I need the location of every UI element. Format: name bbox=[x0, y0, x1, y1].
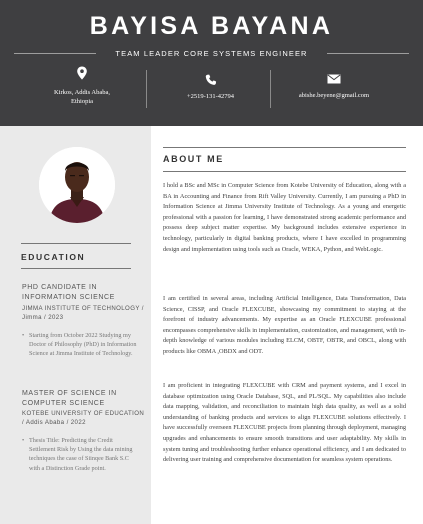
about-paragraph-3: I am proficient in integrating FLEXCUBE with CRM and payment systems, and I excel in database optimization using Oracle Database, SQL, and PL/SQL. My capabilities also include data mapping, validation, and reconciliation to maintain high data quality, as well as a solid understanding of banking products and services to align FLEXCUBE solutions effectively. I have successfully overseen FLEXCUBE projects from planning through deployment, managing upgrades and enhancements to ensure smooth transitions and user adaptability. My skills in system tuning and troubleshooting further enhance operational efficiency, and I am dedicated to delivering user training and comprehensive documentation for seamless system operations. bbox=[163, 382, 406, 464]
phone-number[interactable]: +2519-131-42794 bbox=[187, 93, 234, 100]
edu-note-2: • Thesis Title: Predicting the Credit Settlement Risk by Using the data mining techniques the case of Siinqee Bank S.C with a Distinction Grade point. bbox=[22, 436, 140, 473]
contact-location bbox=[34, 66, 130, 122]
divider bbox=[327, 53, 409, 54]
profile-photo bbox=[39, 147, 115, 223]
about-paragraph-2: I am certified in several areas, including Artificial Intelligence, Data Transformation, Data Science, CISSP, and Oracle FLEXCUBE, showcasing my commitment to staying at the forefront of industry advancements. My expertise as an Oracle FLEXCUBE professional encompasses comprehensive skills in implementation, customization, and management, with in-depth knowledge of various modules including ELCM, OBTF, OBTR, and OBCL, along with products like OBMA ,OBDX and ODT. bbox=[163, 295, 406, 355]
contact-separator bbox=[146, 70, 147, 108]
envelope-icon bbox=[282, 74, 386, 84]
divider bbox=[163, 171, 406, 172]
applicant-name: BAYISA BAYANA bbox=[89, 12, 334, 40]
job-title-row bbox=[14, 47, 409, 61]
education-heading: EDUCATION bbox=[21, 252, 86, 262]
contact-separator bbox=[270, 70, 271, 108]
header-banner bbox=[0, 0, 423, 126]
edu-note-1: • Starting from October 2022 Studying my Doctor of Philosophy (PhD) in Information Science at Jimma Institute of Technology. bbox=[22, 331, 140, 359]
about-heading: ABOUT ME bbox=[163, 154, 224, 164]
location-line-1: Kirkos, Addis Ababa, bbox=[54, 89, 110, 96]
edu-degree-1: PHD CANDIDATE IN INFORMATION SCIENCE bbox=[22, 284, 115, 301]
email-address[interactable]: abishe.beyene@gmail.com bbox=[298, 92, 370, 99]
job-title: TEAM LEADER CORE SYSTEMS ENGINEER bbox=[115, 49, 308, 58]
divider bbox=[21, 268, 131, 269]
divider bbox=[21, 243, 131, 244]
edu-note-text-2: Thesis Title: Predicting the Credit Settlement Risk by Using the data mining techniques the case of Siinqee Bank S.C with a Distinction Grade point. bbox=[29, 437, 133, 472]
edu-note-text-1: Starting from October 2022 Studying my Doctor of Philosophy (PhD) in Information Science at Jimma Institute of Technology. bbox=[29, 332, 137, 358]
divider bbox=[163, 147, 406, 148]
edu-degree-2: MASTER OF SCIENCE IN COMPUTER SCIENCE bbox=[22, 390, 117, 407]
phone-icon bbox=[163, 74, 258, 86]
edu-institution-1: JIMMA INSTITUTE OF TECHNOLOGY / Jimma / 2023 bbox=[22, 305, 144, 321]
about-paragraph-1: I hold a BSc and MSc in Computer Science from Kotebe University of Education, along with a BA in Accounting and Finance from Rift Valley University. Currently, I am pursuing a PhD in Information Science at Jimma University Institute of Technology. As a young and energetic professional with a passion for learning, I have demonstrated strong academic performance and possess deep subject matter expertise. My background includes extensive experience in technology, particularly in digital banking products, where I have excelled in programming design and implementation using tools such as Oracle, WEKA, Python, and WebLogic. bbox=[163, 182, 406, 253]
divider bbox=[14, 53, 96, 54]
contact-phone bbox=[163, 74, 258, 130]
location-pin-icon bbox=[34, 66, 130, 80]
edu-institution-2: KOTEBE UNIVERSITY OF EDUCATION / Addis Ababa / 2022 bbox=[22, 410, 145, 426]
location-line-2: Ethiopia bbox=[70, 98, 94, 105]
contact-email bbox=[282, 74, 386, 130]
